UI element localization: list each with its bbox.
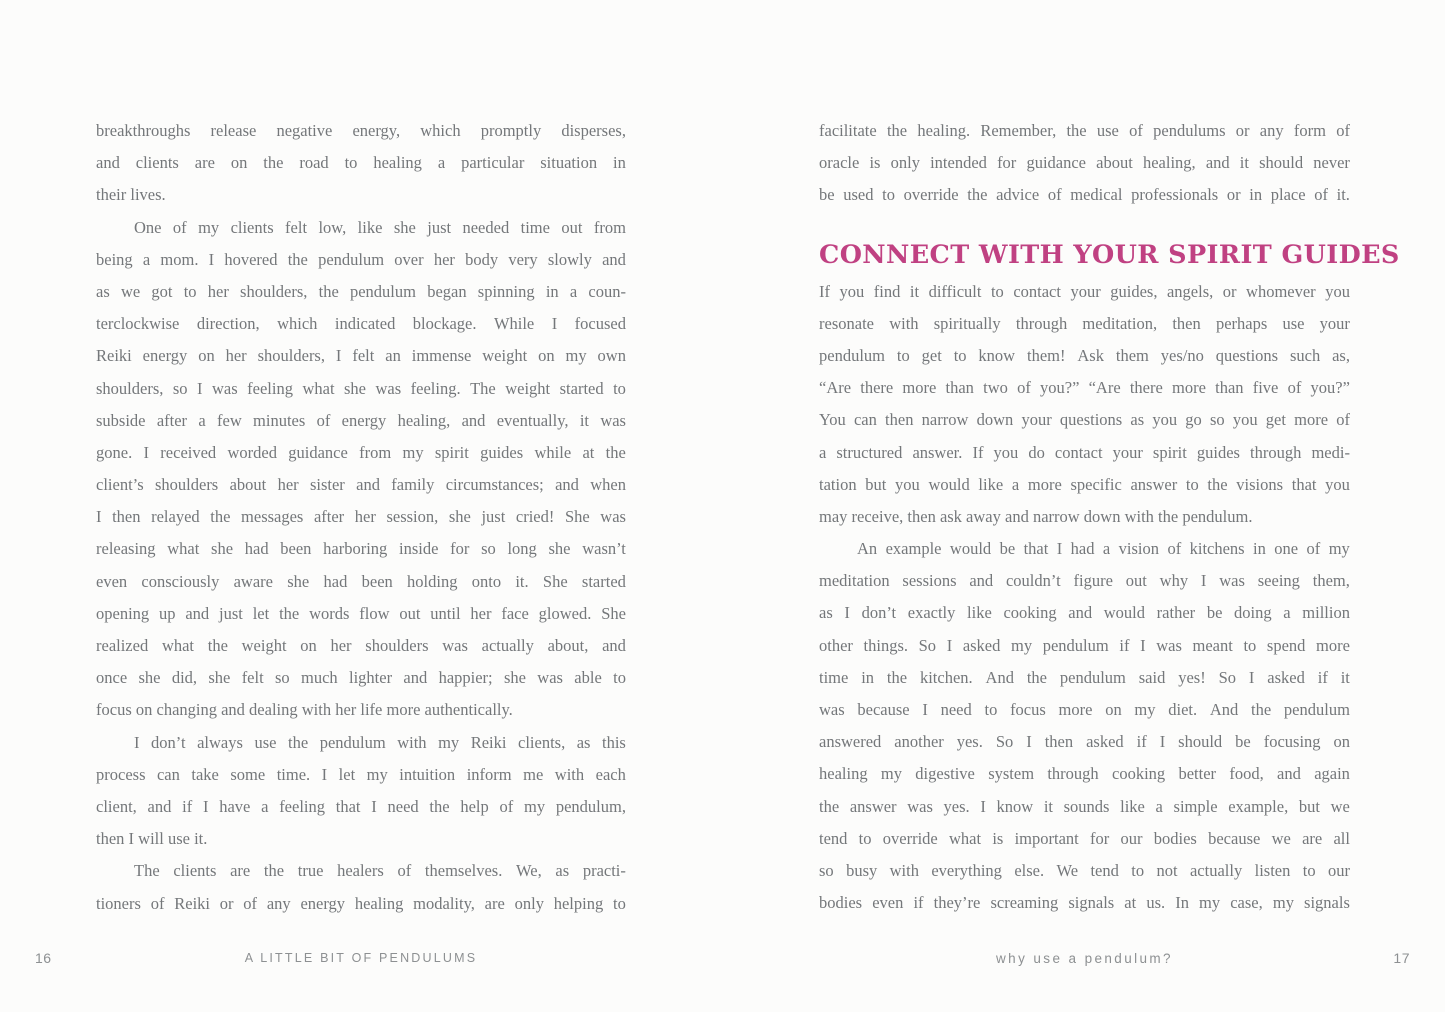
text-line: a structured answer. If you do contact your spirit guides through medi-: [819, 442, 1350, 462]
text-line: once she did, she felt so much lighter and happier; she was able to: [96, 668, 626, 688]
text-line: Reiki energy on her shoulders, I felt an immense weight on my own: [96, 346, 626, 366]
text-line: You can then narrow down your questions as you go so you get more of: [819, 410, 1350, 430]
text-line: client, and if I have a feeling that I need the help of my pendulum,: [96, 796, 626, 816]
text-line: oracle is only intended for guidance about healing, and it should never: [819, 153, 1350, 173]
text-line: and clients are on the road to healing a particular situation in: [96, 153, 626, 173]
text-line: tation but you would like a more specific answer to the visions that you: [819, 474, 1350, 494]
page-number-right: 17: [1393, 950, 1410, 966]
text-line: facilitate the healing. Remember, the use of pendulums or any form of: [819, 121, 1350, 140]
page-footer: [0, 948, 1445, 972]
text-line: then I will use it.: [96, 829, 208, 849]
text-line: I don’t always use the pendulum with my Reiki clients, as this: [134, 732, 626, 752]
text-line: meditation sessions and couldn’t figure out why I was seeing them,: [819, 571, 1350, 591]
text-line: process can take some time. I let my intuition inform me with each: [96, 764, 626, 784]
text-line: gone. I received worded guidance from my spirit guides while at the: [96, 442, 626, 462]
text-line: The clients are the true healers of themselves. We, as practi-: [134, 861, 626, 881]
paragraph: [819, 115, 1350, 212]
text-line: being a mom. I hovered the pendulum over her body very slowly and: [96, 249, 626, 269]
running-title-right: why use a pendulum?: [996, 951, 1173, 966]
text-line: opening up and just let the words flow out until her face glowed. She: [96, 603, 626, 623]
text-line: realized what the weight on her shoulders was actually about, and: [96, 636, 626, 655]
running-title-left: A LITTLE BIT OF PENDULUMS: [244, 951, 478, 965]
right-page-body-text: [819, 115, 1400, 919]
text-line: even consciously aware she had been holding onto it. She started: [96, 571, 626, 591]
text-line: was because I need to focus more on my diet. And the pendulum: [819, 700, 1350, 719]
text-line: as we got to her shoulders, the pendulum began spinning in a coun-: [96, 281, 626, 301]
text-line: terclockwise direction, which indicated blockage. While I focused: [96, 314, 626, 334]
text-line: client’s shoulders about her sister and family circumstances; and when: [96, 475, 626, 495]
page-number-left: 16: [35, 950, 52, 966]
text-line: If you find it difficult to contact your guides, angels, or whomever you: [819, 281, 1350, 301]
text-line: tioners of Reiki or of any energy healing modality, are only helping to: [96, 893, 626, 913]
paragraph: [96, 727, 626, 856]
text-line: focus on changing and dealing with her life more authentically.: [96, 700, 513, 720]
text-line: healing my digestive system through cooking better food, and again: [819, 764, 1350, 784]
text-line: breakthroughs release negative energy, which promptly disperses,: [96, 121, 626, 140]
paragraph: [96, 212, 626, 727]
text-line: tend to override what is important for our bodies because we are all: [819, 828, 1350, 848]
text-line: An example would be that I had a vision of kitchens in one of my: [857, 539, 1350, 559]
text-line: subside after a few minutes of energy healing, and eventually, it was: [96, 410, 626, 430]
text-line: be used to override the advice of medical professionals or in place of it.: [819, 185, 1350, 205]
paragraph: [819, 276, 1350, 534]
paragraph: [96, 115, 626, 212]
text-line: bodies even if they’re screaming signals at us. In my case, my signals: [819, 893, 1350, 913]
text-line: One of my clients felt low, like she just needed time out from: [134, 217, 626, 237]
text-line: the answer was yes. I know it sounds like a simple example, but we: [819, 796, 1350, 816]
text-line: pendulum to get to know them! Ask them yes/no questions such as,: [819, 345, 1350, 365]
paragraph: [96, 855, 626, 919]
left-page-body-text: [96, 115, 626, 920]
text-line: resonate with spiritually through meditation, then perhaps use your: [819, 313, 1350, 333]
text-line: so busy with everything else. We tend to not actually listen to our: [819, 860, 1350, 880]
text-line: answered another yes. So I then asked if I should be focusing on: [819, 732, 1350, 752]
text-line: time in the kitchen. And the pendulum said yes! So I asked if it: [819, 667, 1350, 687]
text-line: as I don’t exactly like cooking and would rather be doing a million: [819, 603, 1350, 623]
paragraph: [819, 533, 1350, 919]
text-line: releasing what she had been harboring inside for so long she wasn’t: [96, 539, 626, 559]
text-line: shoulders, so I was feeling what she was feeling. The weight started to: [96, 378, 626, 398]
text-line: “Are there more than two of you?” “Are there more than five of you?”: [819, 378, 1350, 398]
text-line: I then relayed the messages after her session, she just cried! She was: [96, 507, 626, 527]
section-heading: CONNECT WITH YOUR SPIRIT GUIDES: [819, 239, 1400, 270]
text-line: their lives.: [96, 185, 166, 205]
text-line: other things. So I asked my pendulum if I was meant to spend more: [819, 635, 1350, 655]
text-line: may receive, then ask away and narrow down with the pendulum.: [819, 506, 1253, 526]
